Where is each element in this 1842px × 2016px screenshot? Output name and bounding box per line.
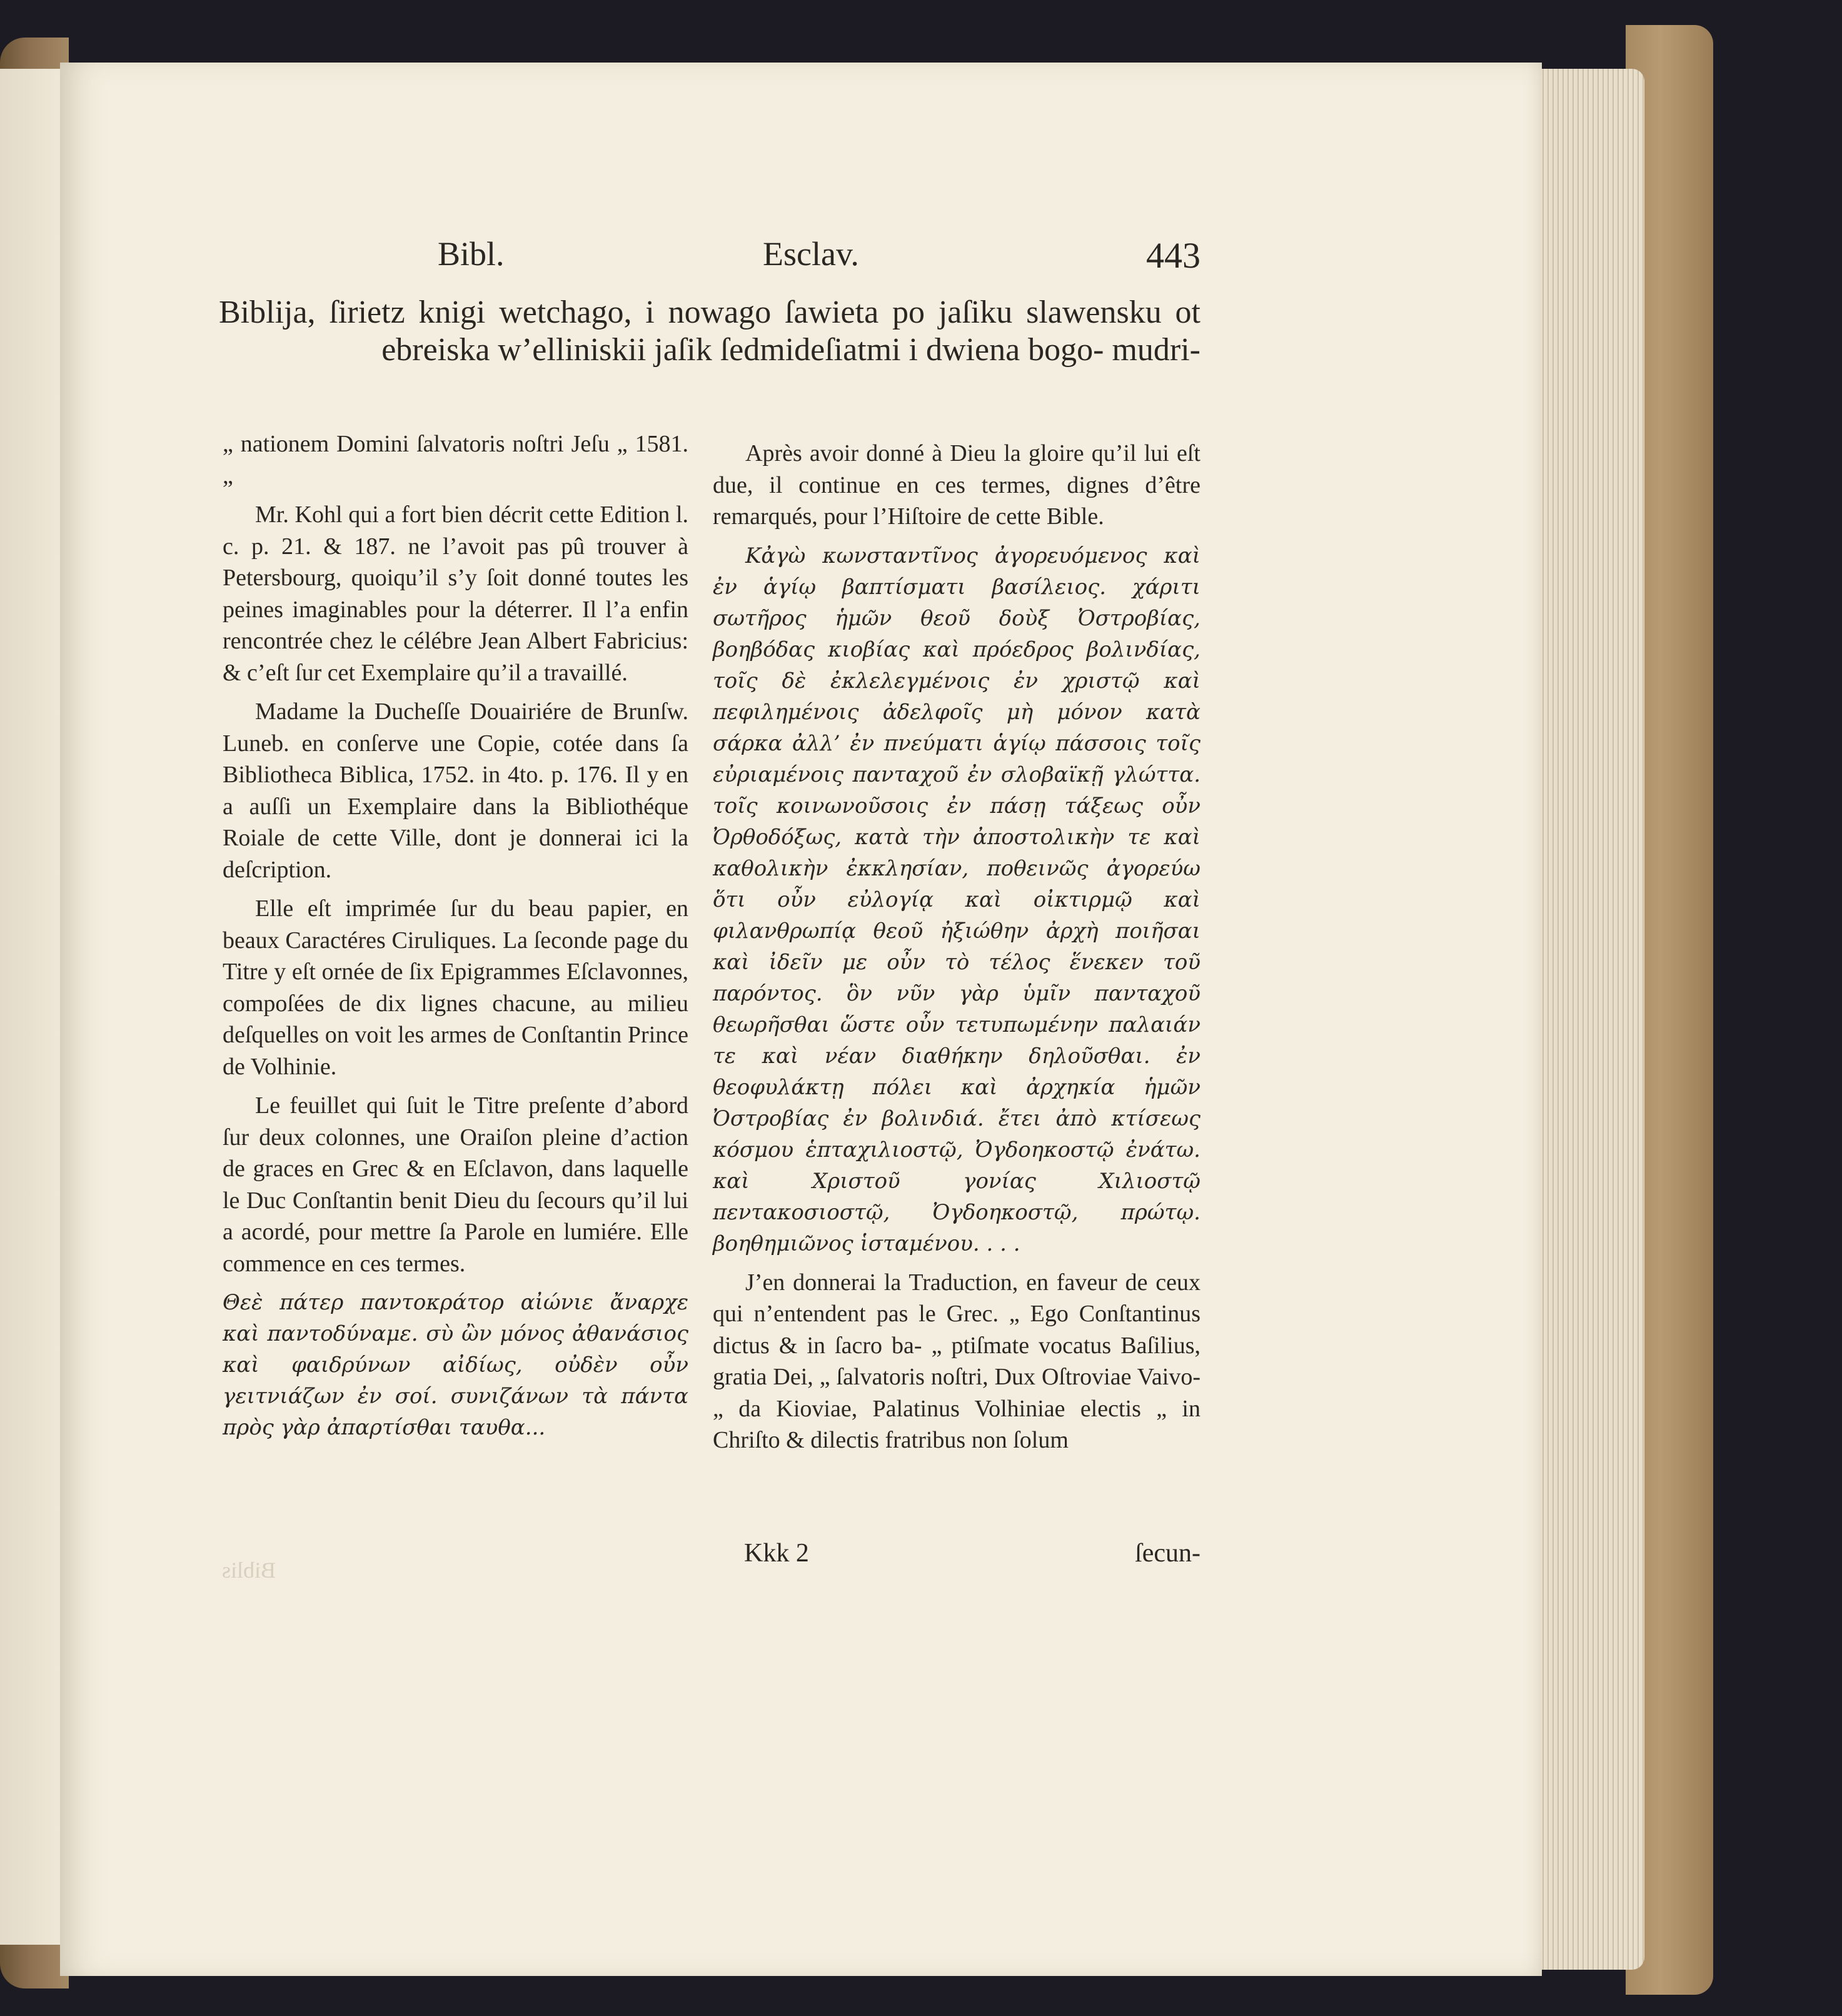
left-paragraph-2: Mr. Kohl qui a fort bien décrit cette Edition l. c. p. 21. & 187. ne l’avoit pas pû trouver à Petersbourg, quoiqu’il s’y ſoit donné toutes les peines imaginables pour la déterrer. Il l’a enfin rencontrée chez le célébre Jean Albert Fabricius: & c’eſt ſur cet Exemplaire qu’il a travaillé.: [223, 501, 688, 686]
left-paragraph-1: „ nationem Domini ſalvatoris noſtri Jeſu „ 1581. „: [223, 431, 688, 489]
page-footer: [725, 1538, 1200, 1576]
left-paragraph-3: Madame la Ducheſſe Douairiére de Brunſw. Luneb. en conſerve une Copie, cotée dans ſa Bibliotheca Biblica, 1752. in 4to. p. 176. Il y en a auſſi un Exemplaire dans la Bibliothéque Roiale de cette Ville, dont je donnerai ici la deſcription.: [223, 698, 688, 883]
page-edges: [1526, 69, 1644, 1970]
bleed-through-text: Biblis: [222, 1558, 276, 1583]
catchword: ſecun-: [1135, 1539, 1200, 1568]
running-header: [438, 234, 1200, 278]
book-title: Biblija, ſirietz knigi wetchago, i nowago ſawieta po jaſiku slawensku ot ebreiska w’elliniskii jaſik ſedmideſiatmi i dwiena bogo- mudri-: [219, 295, 1200, 368]
header-left: Bibl.: [438, 235, 505, 273]
left-page-sliver: [0, 69, 63, 1945]
right-greek-quote: Κἀγὼ κωνσταντῖνος ἀγορευόμενος καὶ ἐν ἁγίῳ βαπτίσματι βασίλειος. χάριτι σωτῆρος ἡμῶν θεοῦ δοὺξ Ὀστροβίας, βοηβόδας κιοβίας καὶ πρόεδρος βολινδίας, τοῖς δὲ ἐκλελεγμένοις ἐν χριστῷ καὶ πεφιλημένοις ἀδελφοῖς μὴ μόνον κατὰ σάρκα ἀλλ’ ἐν πνεύματι ἁγίῳ πάσσοις τοῖς εὐριαμένοις πανταχοῦ ἐν σλοβαϊκῇ γλώττα. τοῖς κοινωνοῦσοις ἐν πάσῃ τάξεως οὖν Ὀρθοδόξως, κατὰ τὴν ἀποστολικὴν τε καὶ καθολικὴν ἐκκλησίαν, ποθεινῶς ἀγορεύω ὅτι οὖν εὐλογίᾳ καὶ οἰκτιρμῷ καὶ φιλανθρωπίᾳ θεοῦ ἠξιώθην ἀρχὴ ποιῆσαι καὶ ἰδεῖν με οὖν τὸ τέλος ἕνεκεν τοῦ παρόντος. ὃν νῦν γὰρ ὑμῖν πανταχοῦ θεωρῆσθαι ὥστε οὖν τετυπωμένην παλαιάν τε καὶ νέαν διαθήκην δηλοῦσθαι. ἐν θεοφυλάκτῃ πόλει καὶ ἀρχηκία ἡμῶν Ὀστροβίας ἐν βολινδιά. ἔτει ἀπὸ κτίσεως κόσμου ἑπταχιλιοστῷ, Ὀγδοηκοστῷ ἐνάτω. καὶ Χριστοῦ γονίας Χιλιοστῷ πεντακοσιοστῷ, Ὀγδοηκοστῷ, πρώτῳ. βοηθημιῶνος ἱσταμένου. . . .: [713, 543, 1200, 1256]
left-paragraph-4: Elle eſt imprimée ſur du beau papier, en beaux Caractéres Ciruliques. La ſeconde page du Titre y eſt ornée de ſix Epigrammes Eſclavonnes, compoſées de dix lignes chacune, au milieu deſquelles on voit les armes de Conſtantin Prince de Volhinie.: [223, 895, 688, 1080]
right-column: [713, 438, 1200, 1464]
left-column: [223, 428, 688, 1451]
page-number: 443: [1146, 235, 1200, 276]
header-center: Esclav.: [763, 235, 859, 273]
right-paragraph-1: Après avoir donné à Dieu la gloire qu’il lui eſt due, il continue en ces termes, dignes d’être remarqués, pour l’Hiſtoire de cette Bible.: [713, 440, 1200, 530]
right-paragraph-2: J’en donnerai la Traduction, en faveur de ceux qui n’entendent pas le Grec. „ Ego Conſtantinus dictus & in ſacro ba- „ ptiſmate vocatus Baſilius, gratia Dei, „ ſalvatoris noſtri, Dux Oſtroviae Vaivo- „ da Kioviae, Palatinus Volhiniae electis „ in Chriſto & dilectis fratribus non ſolum: [713, 1269, 1200, 1453]
signature-mark: Kkk 2: [744, 1539, 809, 1568]
left-greek-quote: Θεὲ πάτερ παντοκράτορ αἰώνιε ἄναρχε καὶ παντοδύναμε. σὺ ὢν μόνος ἀθανάσιος καὶ φαιδρύνων αἰδίως, οὐδὲν οὖν γειτνιάζων ἐν σοί. συνιζάνων τὰ πάντα πρὸς γὰρ ἀπαρτίσθαι ταυθα...: [223, 1290, 688, 1440]
left-paragraph-5: Le feuillet qui ſuit le Titre preſente d’abord ſur deux colonnes, une Oraiſon pleine d’action de graces en Grec & en Eſclavon, dans laquelle le Duc Conſtantin benit Dieu du ſecours qu’il lui a acordé, pour mettre ſa Parole en lumiére. Elle commence en ces termes.: [223, 1092, 688, 1277]
